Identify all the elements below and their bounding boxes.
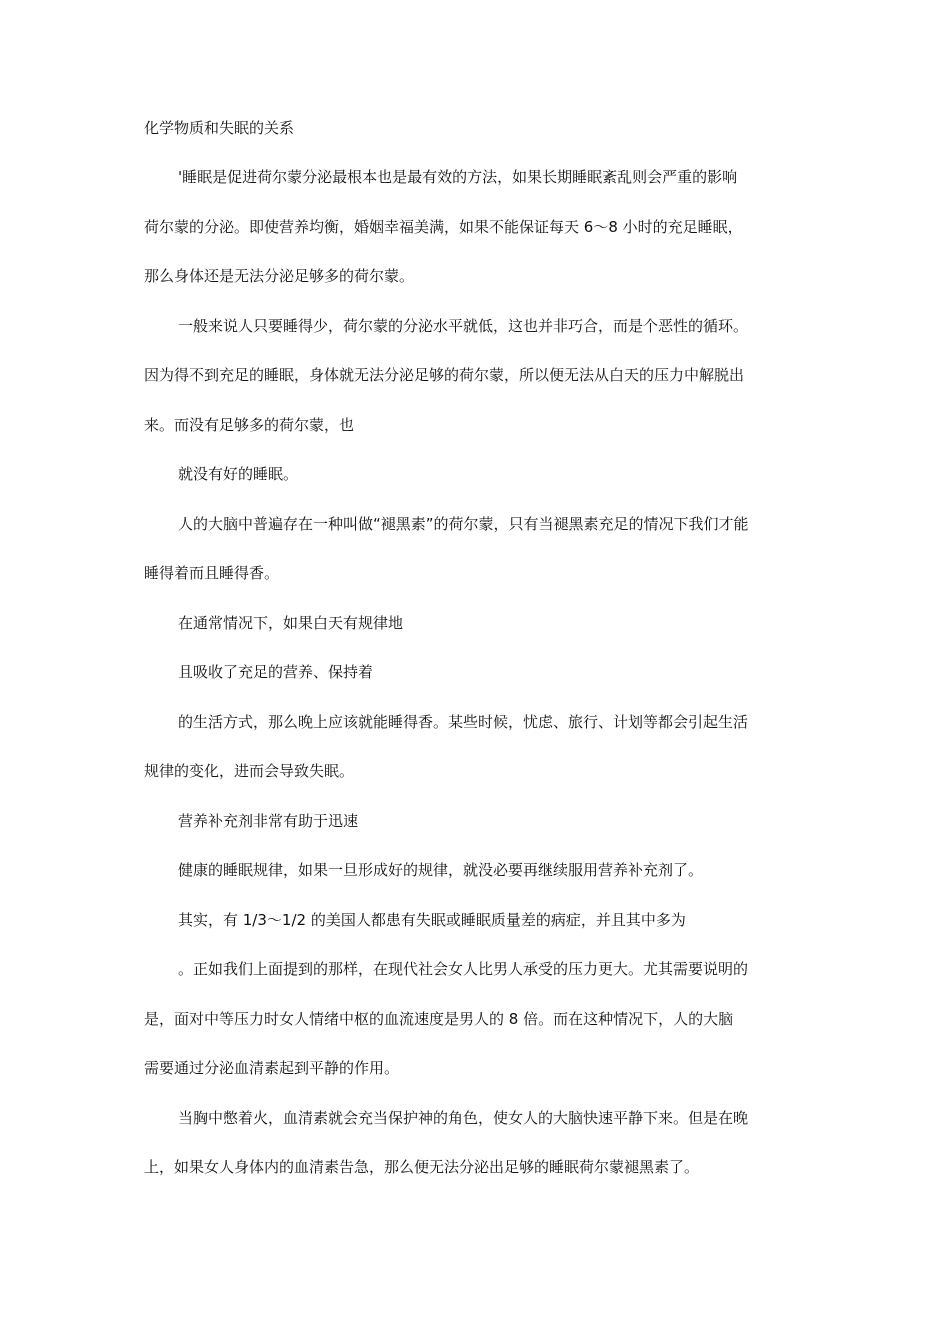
- text-line: 来。而没有足够多的荷尔蒙，也: [144, 416, 355, 434]
- text-line: 的生活方式，那么晚上应该就能睡得香。某些时候，忧虑、旅行、计划等都会引起生活: [178, 713, 749, 731]
- text-line: 其实，有 1/3～1/2 的美国人都患有失眠或睡眠质量差的病症，并且其中多为: [178, 911, 686, 929]
- text-line: 就没有好的睡眠。: [178, 465, 299, 483]
- text-line: 当胸中憋着火，血清素就会充当保护神的角色，使女人的大脑快速平静下来。但是在晚: [178, 1109, 749, 1127]
- document-title: 化学物质和失眠的关系: [144, 119, 295, 137]
- text-line: '睡眠是促进荷尔蒙分泌最根本也是最有效的方法，如果长期睡眠紊乱则会严重的影响: [178, 168, 738, 186]
- text-line: 那么身体还是无法分泌足够多的荷尔蒙。: [144, 267, 415, 285]
- text-line: 人的大脑中普遍存在一种叫做“褪黑素”的荷尔蒙，只有当褪黑素充足的情况下我们才能: [178, 515, 749, 533]
- text-line: 规律的变化，进而会导致失眠。: [144, 762, 355, 780]
- text-line: 是，面对中等压力时女人情绪中枢的血流速度是男人的 8 倍。而在这种情况下，人的大脑: [144, 1010, 734, 1028]
- text-line: 一般来说人只要睡得少，荷尔蒙的分泌水平就低，这也并非巧合，而是个恶性的循环。: [178, 317, 749, 335]
- text-line: 且吸收了充足的营养、保持着: [178, 663, 374, 681]
- text-line: 荷尔蒙的分泌。即使营养均衡，婚姻幸福美满，如果不能保证每天 6～8 小时的充足睡眠，: [144, 218, 743, 236]
- text-line: 营养补充剂非常有助于迅速: [178, 812, 359, 830]
- text-line: 。正如我们上面提到的那样，在现代社会女人比男人承受的压力更大。尤其需要说明的: [178, 960, 749, 978]
- text-line: 健康的睡眠规律，如果一旦形成好的规律，就没必要再继续服用营养补充剂了。: [178, 861, 704, 879]
- text-line: 睡得着而且睡得香。: [144, 564, 280, 582]
- text-line: 上，如果女人身体内的血清素告急，那么便无法分泌出足够的睡眠荷尔蒙褪黑素了。: [144, 1158, 700, 1176]
- text-line: 需要通过分泌血清素起到平静的作用。: [144, 1059, 400, 1077]
- text-line: 在通常情况下，如果白天有规律地: [178, 614, 404, 632]
- text-line: 因为得不到充足的睡眠，身体就无法分泌足够的荷尔蒙，所以便无法从白天的压力中解脱出: [144, 366, 745, 384]
